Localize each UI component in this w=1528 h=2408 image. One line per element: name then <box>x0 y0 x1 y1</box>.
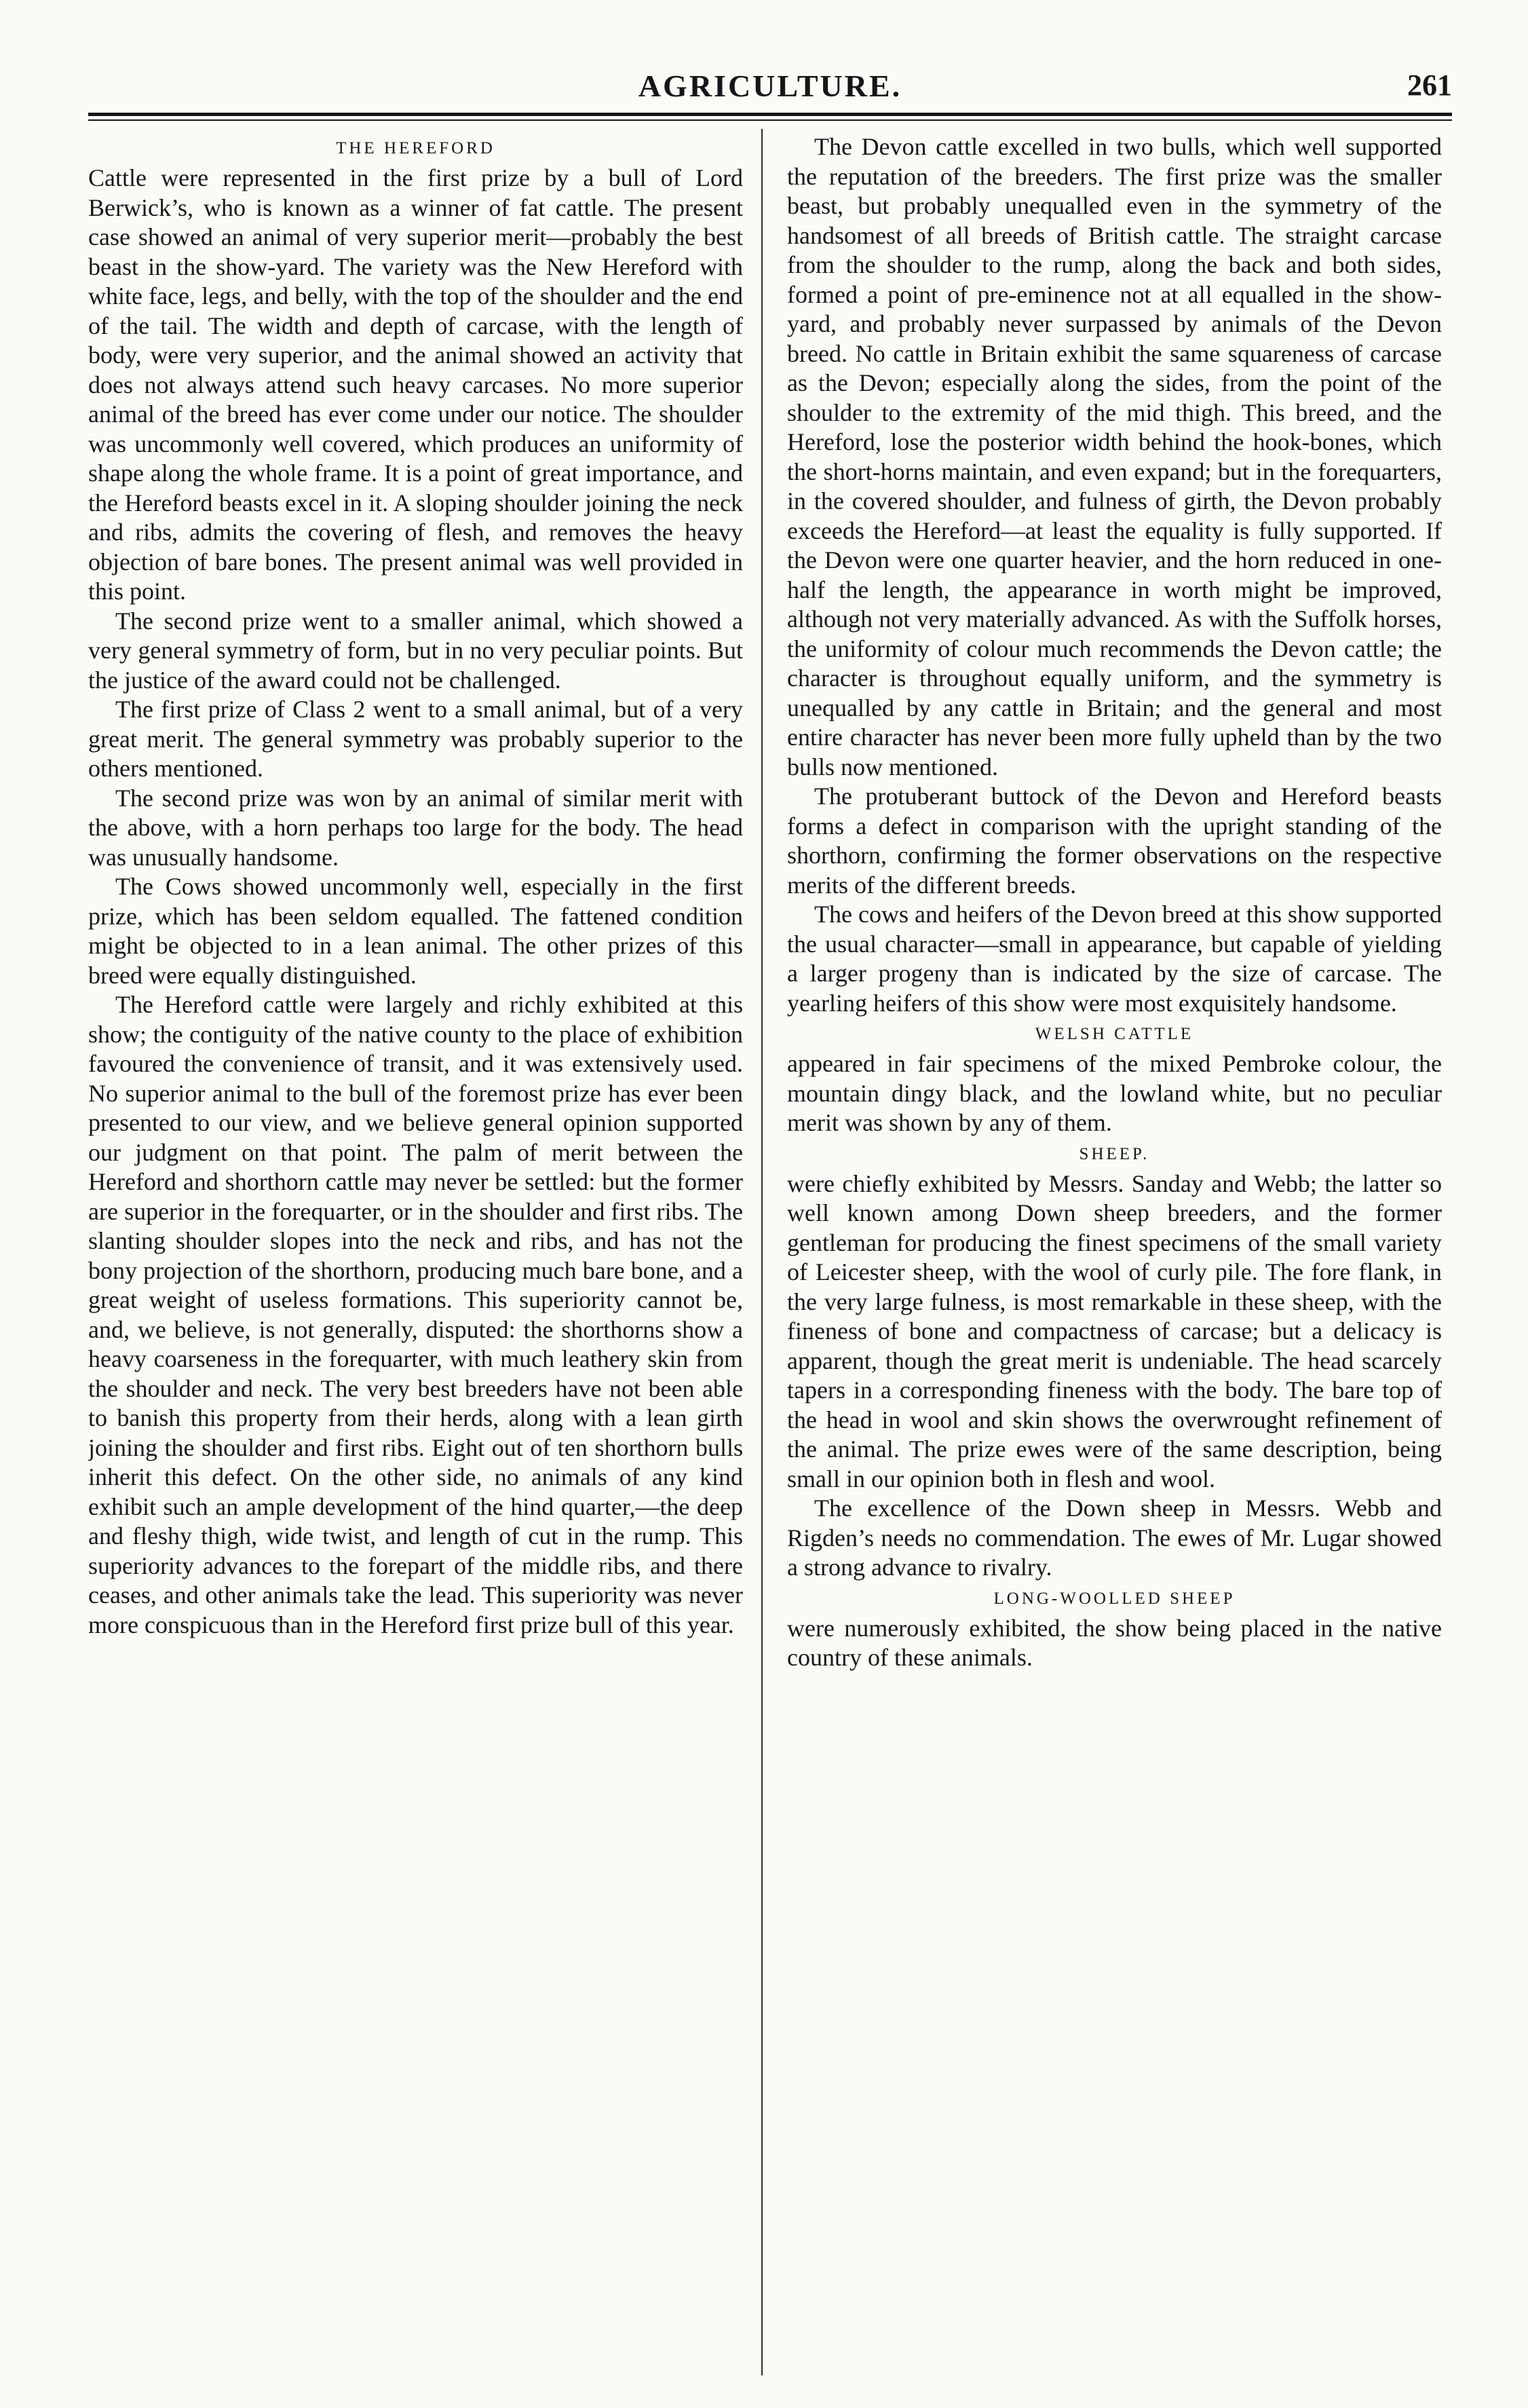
page-number: 261 <box>1407 69 1452 102</box>
header-rule-thin <box>88 119 1452 121</box>
paragraph: The second prize was won by an animal of similar merit with the above, with a horn perhaps too large for the body. The head was unusually handsome. <box>88 784 743 871</box>
page-header <box>88 68 1452 111</box>
paragraph: The Devon cattle excelled in two bulls, which well supported the reputation of the breeders. The first prize was the smaller beast, but probably unequalled even in the symmetry of the handsomest of all breeds of British cattle. The straight carcase from the shoulder to the rump, along the back and both sides, formed a point of pre-eminence not at all equalled in the show-yard, and probably never surpassed by animals of the Devon breed. No cattle in Britain exhibit the same squareness of carcase as the Devon; especially along the sides, from the point of the shoulder to the extremity of the mid thigh. This breed, and the Hereford, lose the posterior width behind the hook-bones, which the short-horns maintain, and even expand; but in the forequarters, in the covered shoulder, and fulness of girth, the Devon probably exceeds the Hereford—at least the equality is fully supported. If the Devon were one quarter heavier, and the horn reduced in one-half the length, the appearance in worth might be improved, although not very materially advanced. As with the Suffolk horses, the uniformity of colour much recommends the Devon cattle; the character is throughout equally uniform, and the symmetry is unequalled by any cattle in Britain; and the general and most entire character has never been more fully upheld than by the two bulls now mentioned. <box>787 133 1442 780</box>
section-heading-hereford: THE HEREFORD <box>336 139 495 157</box>
paragraph: The protuberant buttock of the Devon and Hereford beasts forms a defect in comparison with the upright standing of the shorthorn, confirming the former observations on the respective merits of the different breeds. <box>787 783 1442 899</box>
paragraph: The cows and heifers of the Devon breed at this show supported the usual character—small in appearance, but capable of yielding a larger progeny than is indicated by the size of carcase. The yearling heifers of this show were most exquisitely handsome. <box>787 901 1442 1017</box>
paragraph: Cattle were represented in the first prize by a bull of Lord Berwick’s, who is known as a winner of fat cattle. The present case showed an animal of very superior merit—probably the best beast in the show-yard. The variety was the New Hereford with white face, legs, and belly, with the top of the shoulder and the end of the tail. The width and depth of carcase, with the length of body, were very superior, and the animal showed an activity that does not always attend such heavy carcases. No more superior animal of the breed has ever come under our notice. The shoulder was uncommonly well covered, which produces an uniformity of shape along the whole frame. It is a point of great importance, and the Hereford beasts excel in it. A sloping shoulder joining the neck and ribs, admits the covering of flesh, and removes the heavy objection of bare bones. The present animal was well provided in this point. <box>88 164 743 605</box>
paragraph: appeared in fair specimens of the mixed Pembroke colour, the mountain dingy black, and the lowland white, but no peculiar merit was shown by any of them. <box>787 1050 1442 1136</box>
right-column <box>787 132 1442 2379</box>
section-heading-sheep: SHEEP. <box>1079 1144 1150 1163</box>
paragraph: were chiefly exhibited by Messrs. Sanday and Webb; the latter so well known among Down sheep breeders, and the former gentleman for producing the finest specimens of the small variety of Leicester sheep, with the wool of curly pile. The fore flank, in the very large fulness, is most remarkable in these sheep, with the fineness of bone and compactness of carcase; but a delicacy is apparent, though the great merit is undeniable. The head scarcely tapers in a corresponding fineness with the body. The bare top of the head in wool and skin shows the overwrought refinement of the animal. The prize ewes were of the same description, being small in our opinion both in flesh and wool. <box>787 1169 1442 1492</box>
column-divider <box>761 129 763 2375</box>
paragraph: The Cows showed uncommonly well, especially in the first prize, which has been seldom equalled. The fattened condition might be objected to in a lean animal. The other prizes of this breed were equally distinguished. <box>88 873 743 989</box>
paragraph: The first prize of Class 2 went to a small animal, but of a very great merit. The general symmetry was probably superior to the others mentioned. <box>88 696 743 782</box>
left-column <box>88 132 743 2379</box>
section-heading-welsh-cattle: WELSH CATTLE <box>1035 1025 1194 1043</box>
section-heading-long-woolled-sheep: LONG-WOOLLED SHEEP <box>993 1589 1236 1608</box>
paragraph: The Hereford cattle were largely and richly exhibited at this show; the contiguity of the native county to the place of exhibition favoured the convenience of transit, and it was extensively used. No superior animal to the bull of the foremost prize has ever been presented to our view, and we believe general opinion supported our judgment on that point. The palm of merit between the Hereford and shorthorn cattle may never be settled: but the former are superior in the forequarter, or in the shoulder and first ribs. The slanting shoulder slopes into the neck and ribs, and has not the bony projection of the shorthorn, producing much bare bone, and a great weight of useless formations. This superiority cannot be, and, we believe, is not generally, disputed: the shorthorns show a heavy coarseness in the forequarter, with much leathery skin from the shoulder and neck. The very best breeders have not been able to banish this property from their herds, along with a lean girth joining the shoulder and first ribs. Eight out of ten shorthorn bulls inherit this defect. On the other side, no animals of any kind exhibit such an ample development of the hind quarter,—the deep and fleshy thigh, wide twist, and length of cut in the rump. This superiority advances to the forepart of the middle ribs, and there ceases, and other animals take the lead. This superiority was never more conspicuous than in the Hereford first prize bull of this year. <box>88 991 743 1638</box>
paragraph: The second prize went to a smaller animal, which showed a very general symmetry of form, but in no very peculiar points. But the justice of the award could not be challenged. <box>88 607 743 694</box>
header-rule-thick <box>88 113 1452 116</box>
paragraph: were numerously exhibited, the show being placed in the native country of these animals. <box>787 1614 1442 1671</box>
paragraph: The excellence of the Down sheep in Messrs. Webb and Rigden’s needs no commendation. The ewes of Mr. Lugar showed a strong advance to rivalry. <box>787 1494 1442 1581</box>
running-title: AGRICULTURE. <box>638 69 902 103</box>
